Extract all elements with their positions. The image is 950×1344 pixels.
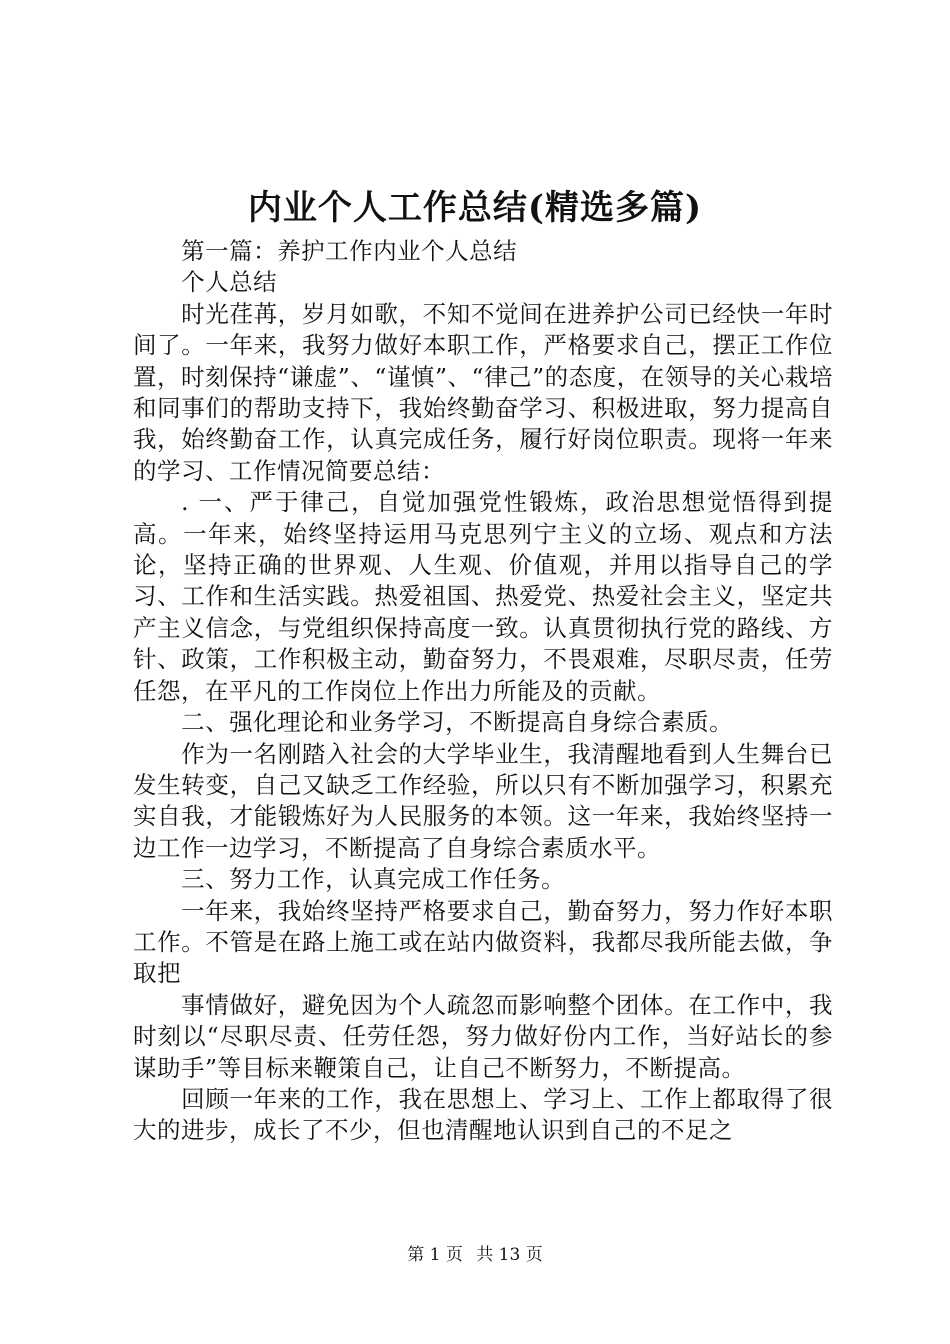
paragraph: 二、强化理论和业务学习，不断提高自身综合素质。 bbox=[181, 708, 734, 737]
document-body bbox=[133, 236, 833, 1147]
document-title: 内业个人工作总结(精选多篇) bbox=[247, 188, 703, 228]
page-total: 共 13 页 bbox=[476, 1245, 543, 1265]
paragraph: 事情做好，避免因为个人疏忽而影响整个团体。在工作中，我时刻以“尽职尽责、任劳任怨，努力做好份内工作，当好站长的参谋助手”等目标来鞭策自己，让自己不断努力，不断提高。 bbox=[133, 990, 833, 1082]
paragraph: 三、努力工作，认真完成工作任务。 bbox=[181, 865, 566, 894]
page-number: 第 1 页 bbox=[407, 1245, 463, 1265]
paragraph: 一年来，我始终坚持严格要求自己，勤奋努力，努力作好本职工作。不管是在路上施工或在站内做资料，我都尽我所能去做，争取把 bbox=[133, 896, 833, 988]
paragraph: 作为一名刚踏入社会的大学毕业生，我清醒地看到人生舞台已发生转变，自己又缺乏工作经验，所以只有不断加强学习，积累充实自我，才能锻炼好为人民服务的本领。这一年来，我始终坚持一边工作一边学习，不断提高了自身综合素质水平。 bbox=[133, 739, 833, 862]
page-footer bbox=[0, 1243, 950, 1267]
paragraph: 回顾一年来的工作，我在思想上、学习上、工作上都取得了很大的进步，成长了不少，但也清醒地认识到自己的不足之 bbox=[133, 1084, 833, 1145]
section-heading: 第一篇：养护工作内业个人总结 bbox=[181, 237, 518, 265]
paragraph: . 一、严于律己，自觉加强党性锻炼，政治思想觉悟得到提高。一年来，始终坚持运用马克思列宁主义的立场、观点和方法论，坚持正确的世界观、人生观、价值观，并用以指导自己的学习、工作和生活实践。热爱祖国、热爱党、热爱社会主义，坚定共产主义信念，与党组织保持高度一致。认真贯彻执行党的路线、方针、政策，工作积极主动，勤奋努力，不畏艰难，尽职尽责，任劳任怨，在平凡的工作岗位上作出力所能及的贡献。 bbox=[133, 488, 833, 705]
subheading: 个人总结 bbox=[181, 268, 278, 297]
paragraph: 时光荏苒，岁月如歌，不知不觉间在进养护公司已经快一年时间了。一年来，我努力做好本职工作，严格要求自己，摆正工作位置，时刻保持“谦虚”、“谨慎”、“律己”的态度，在领导的关心栽培和同事们的帮助支持下，我始终勤奋学习、积极进取，努力提高自我，始终勤奋工作，认真完成任务，履行好岗位职责。现将一年来的学习、工作情况简要总结： bbox=[133, 299, 833, 485]
